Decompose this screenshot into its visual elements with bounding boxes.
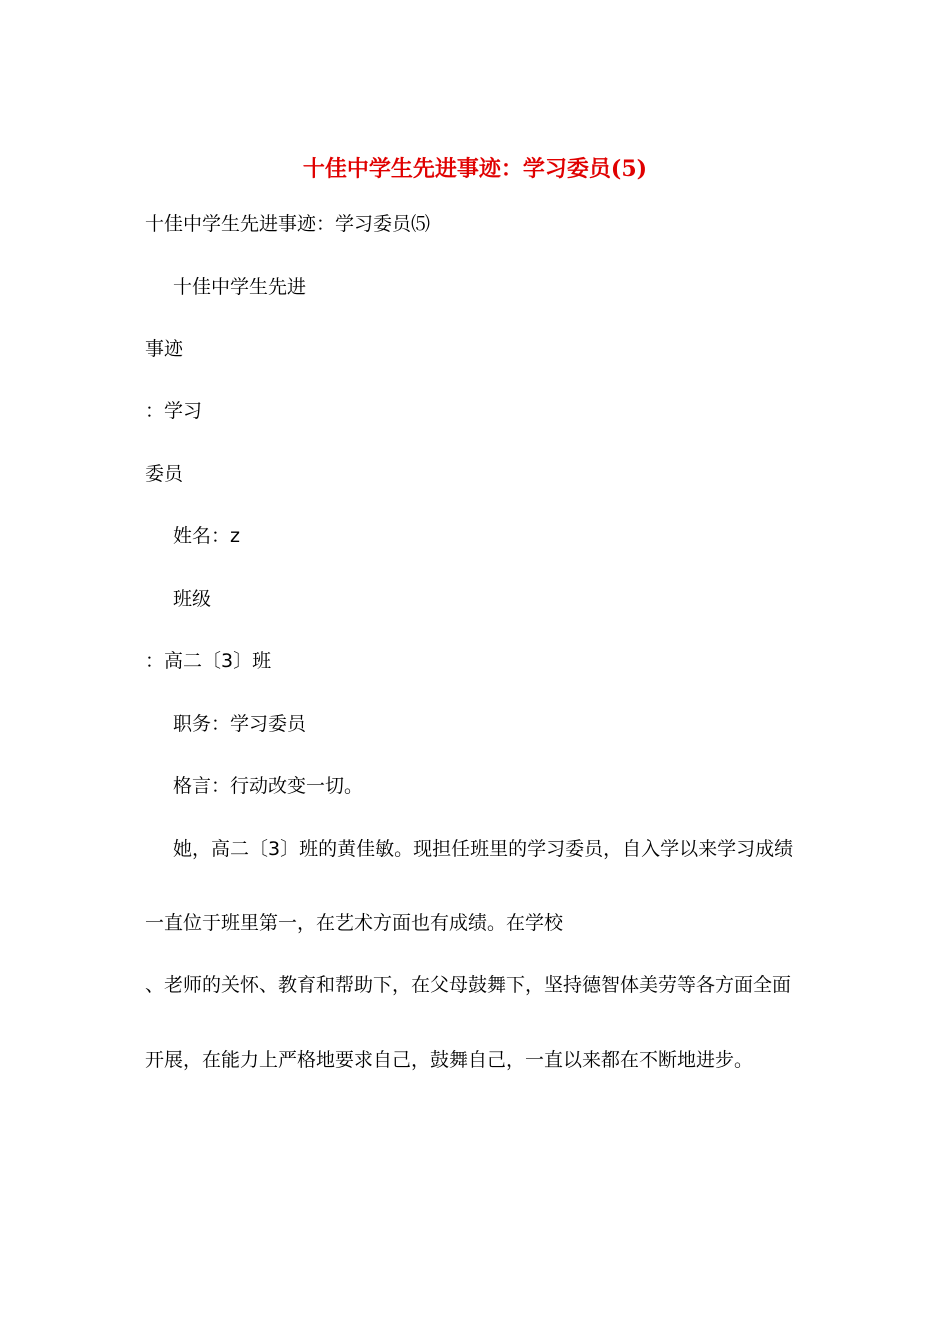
text-line: 委员 [145,463,184,485]
subtitle-line: 十佳中学生先进事迹：学习委员⑸ [145,213,431,235]
name-line: 姓名：z [173,525,240,547]
body-paragraph-line: 她，高二〔3〕班的黄佳敏。现担任班里的学习委员，自入学以来学习成绩 [173,838,794,860]
text-line: ：学习 [145,400,203,422]
text-line: 十佳中学生先进 [173,276,307,298]
class-value-line: ：高二〔3〕班 [145,650,272,672]
document-title: 十佳中学生先进事迹：学习委员(5) [302,156,648,182]
body-paragraph-line: 开展，在能力上严格地要求自己，鼓舞自己，一直以来都在不断地进步。 [145,1049,754,1071]
body-paragraph-line: 、老师的关怀、教育和帮助下，在父母鼓舞下，坚持德智体美劳等各方面全面 [145,974,792,996]
motto-line: 格言：行动改变一切。 [173,775,364,797]
text-line: 事迹 [145,338,184,360]
body-paragraph-line: 一直位于班里第一，在艺术方面也有成绩。在学校 [145,912,564,934]
position-line: 职务：学习委员 [173,713,307,735]
class-label-line: 班级 [173,588,212,610]
